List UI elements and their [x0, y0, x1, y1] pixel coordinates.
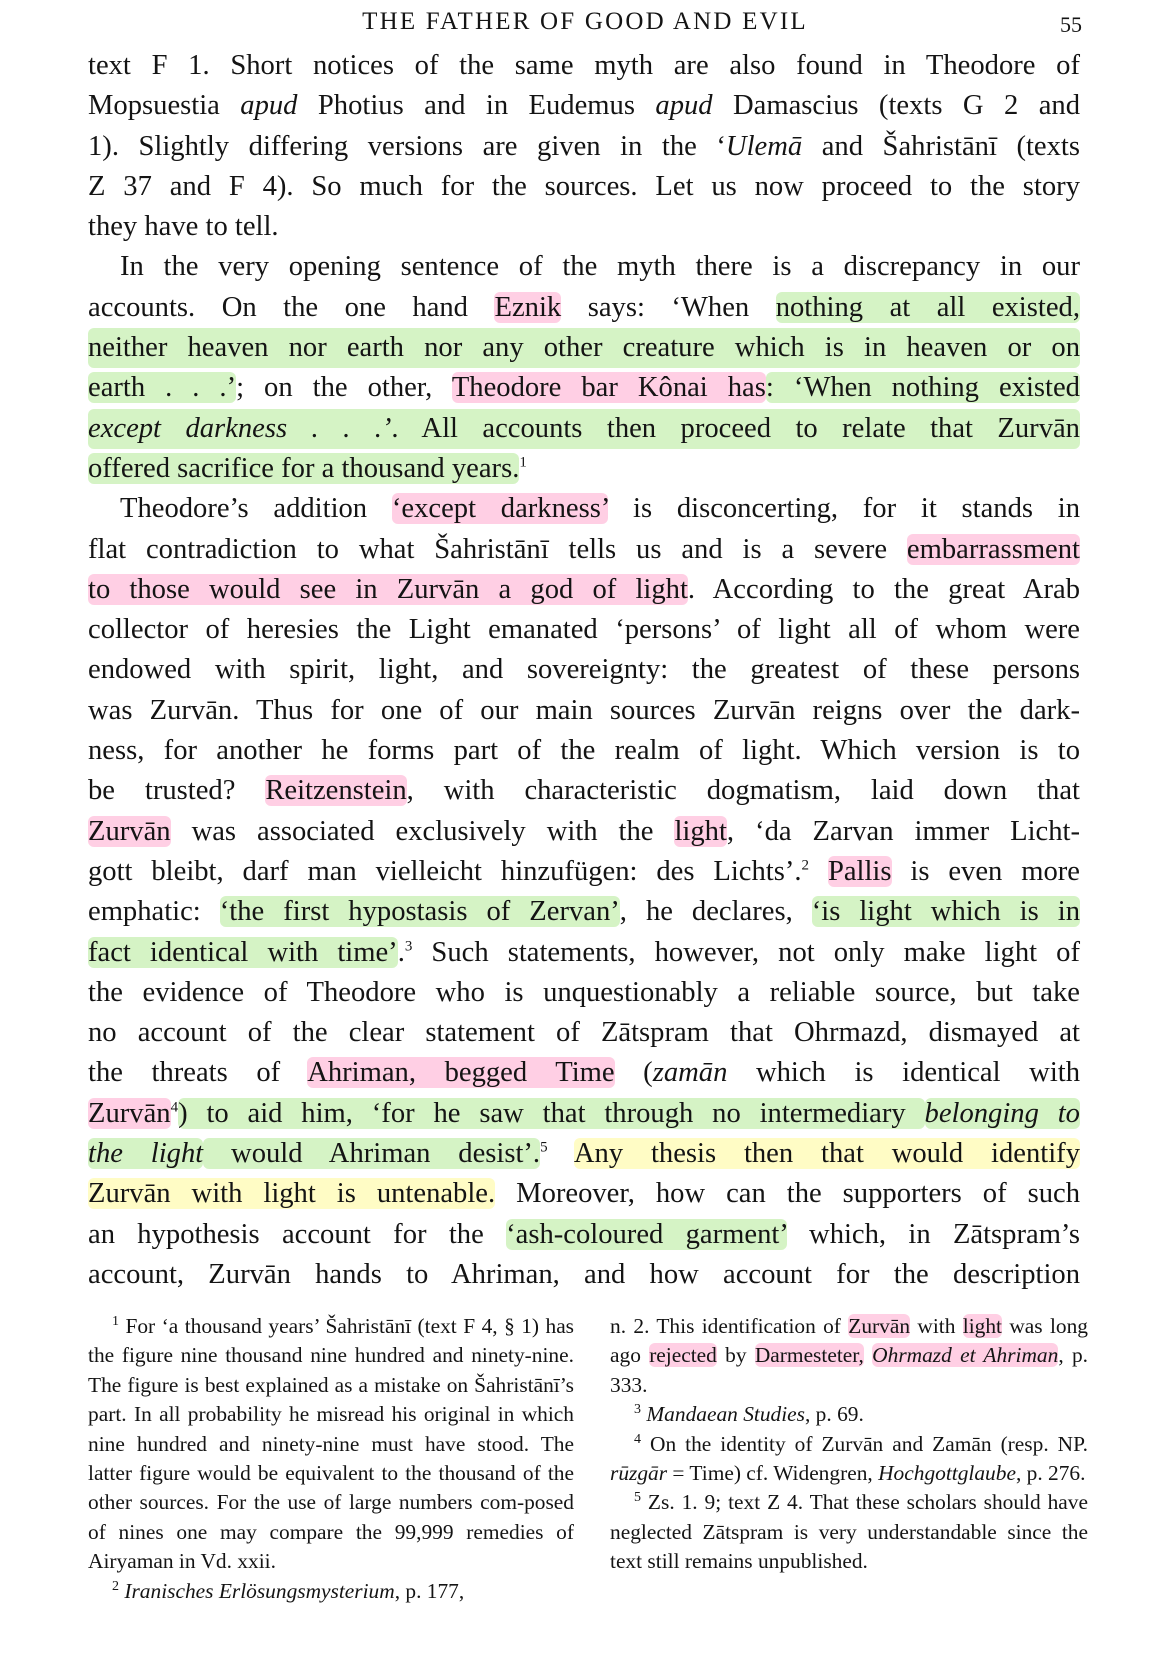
paragraph-3-line-5: endowed with spirit, light, and sovereignty: the greatest of these persons: [88, 654, 1080, 686]
highlight-pallis: Pallis: [827, 855, 892, 887]
paragraph-2-line-4: earth . . .’; on the other, Theodore bar Kônai has: ‘When nothing existed: [88, 372, 1080, 404]
paragraph-2-line-5: except darkness . . .’. All accounts then proceed to relate that Zurvān: [88, 409, 1080, 449]
paragraph-3-line-14: no account of the clear statement of Zātspram that Ohrmazd, dismayed at: [88, 1017, 1080, 1049]
paragraph-1-line-3: 1). Slightly differing versions are given in the ‘Ulemā and Šahristānī (texts: [88, 130, 1080, 162]
footnote-ref-5: 5: [540, 1139, 548, 1156]
paragraph-3-line-18: Zurvān with light is untenable. Moreover, how can the supporters of such: [88, 1178, 1081, 1210]
running-head: [88, 6, 1082, 40]
footnotes-left-column: [88, 1312, 574, 1606]
highlight-eznik: Eznik: [494, 291, 562, 323]
footnotes-right-column: [610, 1312, 1088, 1577]
highlight-god-of-light: to those would see in Zurvān a god of light: [88, 573, 688, 605]
footnote-5: $^5$ Zs. 1. 9; text Z 4. That these scholars should have neglected Zātspram is very understandable since the text still remains unpublished.: [610, 1490, 1089, 1574]
footnote-ref-1: 1: [519, 454, 527, 471]
footnote-4: $^4$ On the identity of Zurvān and Zamān (resp. NP. rūzgār = Time) cf. Widengren, Hochgottglaube, p. 276.: [610, 1431, 1088, 1486]
paragraph-2-line-2: accounts. On the one hand Eznik says: ‘When nothing at all existed,: [88, 291, 1080, 323]
paragraph-1-line-2: Mopsuestia apud Photius and in Eudemus apud Damascius (texts G 2 and: [88, 90, 1080, 122]
paragraph-1-line-5: they have to tell.: [88, 211, 279, 243]
paragraph-3-line-16: Zurvān$^4$) to aid him, ‘for he saw that through no intermediary belonging to: [88, 1097, 1080, 1129]
paragraph-3-line-3: to those would see in Zurvān a god of light. According to the great Arab: [88, 573, 1080, 605]
footnote-ref-3: 3: [404, 938, 413, 954]
paragraph-3-line-17: the light would Ahriman desist’.$^5$ Any thesis then that would identify: [88, 1138, 1080, 1170]
highlight-any-thesis: Any thesis then that would identify: [573, 1138, 1080, 1170]
footnote-3: $^3$ Mandaean Studies, p. 69.: [634, 1402, 864, 1427]
paragraph-3-line-4: collector of heresies the Light emanated ‘persons’ of light all of whom were: [88, 614, 1080, 646]
paragraph-3-line-2: flat contradiction to what Šahristānī tells us and is a severe embarrassment: [88, 533, 1080, 565]
footnote-ref-2: 2: [801, 857, 810, 874]
footnote-1: $^1$ For ‘a thousand years’ Šahristānī (text F 4, § 1) has the figure nine thousand nine hundred and ninety-nine. The figure is best explained as a mistake on Šahristānī’s part. In all probability he misread his original in which nine hundred and ninety-nine must have stood. The latter figure would be equivalent to the thousand of the other sources. For the use of large numbers com-posed of nines one may compare the 99,999 remedies of Airyaman in Vd. xxii.: [88, 1313, 575, 1574]
highlight-ahriman-begged-time: Ahriman, begged Time: [307, 1057, 615, 1089]
footnote-ref-4: 4: [170, 1099, 179, 1116]
highlight-reitzenstein: Reitzenstein: [265, 775, 407, 807]
paragraph-3-line-19: an hypothesis account for the ‘ash-coloured garment’ which, in Zātspram’s: [88, 1218, 1081, 1250]
paragraph-3-line-12: fact identical with time’.$^3$ Such statements, however, not only make light of: [88, 936, 1080, 968]
highlight-theodore-bar-konai: Theodore bar Kônai has: [451, 372, 766, 404]
paragraph-2-line-1: In the very opening sentence of the myth there is a discrepancy in our: [120, 251, 1080, 283]
paragraph-1-line-1: text F 1. Short notices of the same myth are also found in Theodore of: [88, 50, 1080, 81]
running-title: THE FATHER OF GOOD AND EVIL: [362, 8, 808, 35]
paragraph-3-line-8: be trusted? Reitzenstein, with characteristic dogmatism, laid down that: [88, 775, 1080, 807]
highlight-ash-coloured-garment: ‘ash-coloured garment’: [506, 1218, 787, 1250]
paragraph-2-line-3: neither heaven nor earth nor any other creature which is in heaven or on: [88, 328, 1080, 368]
main-text: [88, 46, 1080, 1295]
paragraph-3-line-10: gott bleibt, darf man vielleicht hinzufügen: des Lichts’.$^2$ Pallis is even more: [88, 855, 1080, 887]
highlight-nothing-existed: nothing at all existed,: [775, 291, 1080, 323]
paragraph-3-line-20: account, Zurvān hands to Ahriman, and how account for the description: [88, 1258, 1080, 1290]
paragraph-1-line-4: Z 37 and F 4). So much for the sources. Let us now proceed to the story: [88, 170, 1080, 202]
paragraph-3-line-11: emphatic: ‘the first hypostasis of Zervan’, he declares, ‘is light which is in: [88, 896, 1080, 928]
paragraph-3-line-9: Zurvān was associated exclusively with the light, ‘da Zarvan immer Licht-: [88, 815, 1080, 847]
paragraph-3-line-7: ness, for another he forms part of the realm of light. Which version is to: [88, 735, 1080, 767]
page-number: 55: [1060, 12, 1082, 37]
footnote-2-continued: n. 2. This identification of Zurvān with light was long ago rejected by Darmesteter, Ohrmazd et Ahriman, p. 333.: [610, 1314, 1088, 1397]
paragraph-2-line-6: offered sacrifice for a thousand years.$^1$: [88, 452, 527, 484]
paragraph-3-line-6: was Zurvān. Thus for one of our main sources Zurvān reigns over the dark-: [88, 694, 1080, 726]
paragraph-3-line-1: Theodore’s addition ‘except darkness’ is disconcerting, for it stands in: [120, 493, 1081, 525]
highlight-except-darkness: ‘except darkness’: [391, 493, 609, 525]
paragraph-3-line-15: the threats of Ahriman, begged Time (zamān which is identical with: [88, 1057, 1080, 1089]
paragraph-3-line-13: the evidence of Theodore who is unquestionably a reliable source, but take: [88, 976, 1080, 1008]
footnote-2: $^2$ Iranisches Erlösungsmysterium, p. 177,: [112, 1578, 465, 1603]
